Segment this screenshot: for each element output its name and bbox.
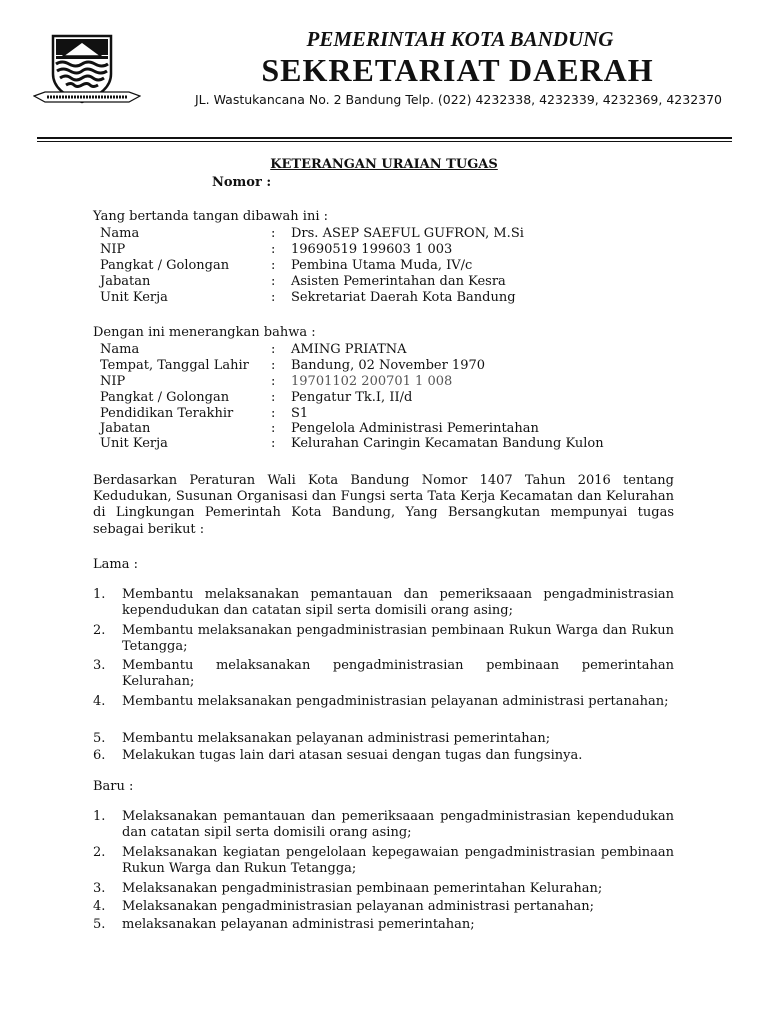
signer-nip-label: NIP xyxy=(100,242,126,257)
subject-intro: Dengan ini menerangkan bahwa : xyxy=(93,325,316,340)
colon: : xyxy=(271,406,276,421)
colon: : xyxy=(271,358,276,373)
signer-position-label: Jabatan xyxy=(100,274,151,289)
list-number: 5. xyxy=(93,917,106,932)
new-task-item: Melaksanakan pengadministrasian pembinaan pemerintahan Kelurahan; xyxy=(122,881,603,896)
new-tasks-heading: Baru : xyxy=(93,779,134,794)
signer-name-label: Nama xyxy=(100,226,140,241)
signer-unit-label: Unit Kerja xyxy=(100,290,168,305)
old-task-item: Membantu melaksanakan pelayanan administrasi pemerintahan; xyxy=(122,731,551,746)
subject-birth-label: Tempat, Tanggal Lahir xyxy=(100,358,249,373)
colon: : xyxy=(271,290,276,305)
new-task-item: Melaksanakan pengadministrasian pelayanan administrasi pertanahan; xyxy=(122,899,594,914)
old-task-item: Membantu melaksanakan pengadministrasian pelayanan administrasi pertanahan; xyxy=(122,694,669,709)
subject-nip-label: NIP xyxy=(100,374,126,389)
subject-position: Pengelola Administrasi Pemerintahan xyxy=(291,421,539,436)
colon: : xyxy=(271,390,276,405)
subject-unit: Kelurahan Caringin Kecamatan Bandung Kulon xyxy=(291,436,604,451)
list-number: 5. xyxy=(93,731,106,746)
old-task-item: Membantu melaksanakan pengadministrasian pembinaan Rukun Warga dan Rukun Tetangga; xyxy=(122,623,674,655)
list-number: 4. xyxy=(93,899,106,914)
subject-education: S1 xyxy=(291,406,309,421)
list-number: 6. xyxy=(93,748,106,763)
subject-birth: Bandung, 02 November 1970 xyxy=(291,358,486,373)
list-number: 1. xyxy=(93,809,106,824)
signer-unit: Sekretariat Daerah Kota Bandung xyxy=(291,290,516,305)
colon: : xyxy=(271,226,276,241)
list-number: 1. xyxy=(93,587,106,602)
subject-name: AMING PRIATNA xyxy=(291,342,407,357)
new-task-item: Melaksanakan kegiatan pengelolaan kepegawaian pengadministrasian pembinaan Rukun Warga dan Rukun Tetangga; xyxy=(122,845,674,877)
legal-basis-paragraph: Berdasarkan Peraturan Wali Kota Bandung Nomor 1407 Tahun 2016 tentang Kedudukan, Susunan Organisasi dan Fungsi serta Tata Kerja Kecamatan dan Kelurahan di Lingkungan Pemerintah Kota Bandung, Yang Bersangkutan mempunyai tugas sebagai berikut : xyxy=(93,473,674,537)
new-task-item: Melaksanakan pemantauan dan pemeriksaaan pengadministrasian kependudukan dan catatan sipil serta domisili orang asing; xyxy=(122,809,674,841)
subject-education-label: Pendidikan Terakhir xyxy=(100,406,234,421)
subject-name-label: Nama xyxy=(100,342,140,357)
subject-nip: 19701102 200701 1 008 xyxy=(291,374,453,389)
signer-rank: Pembina Utama Muda, IV/c xyxy=(291,258,473,273)
office-address: JL. Wastukancana No. 2 Bandung Telp. (022) 4232338, 4232339, 4232369, 4232370 xyxy=(195,92,723,107)
signer-rank-label: Pangkat / Golongan xyxy=(100,258,230,273)
document-title: KETERANGAN URAIAN TUGAS xyxy=(270,157,498,172)
colon: : xyxy=(271,342,276,357)
colon: : xyxy=(271,274,276,289)
signer-intro: Yang bertanda tangan dibawah ini : xyxy=(93,209,328,224)
old-task-item: Melakukan tugas lain dari atasan sesuai dengan tugas dan fungsinya. xyxy=(122,748,583,763)
signer-name: Drs. ASEP SAEFUL GUFRON, M.Si xyxy=(291,226,524,241)
list-number: 3. xyxy=(93,881,106,896)
subject-rank-label: Pangkat / Golongan xyxy=(100,390,230,405)
list-number: 2. xyxy=(93,845,106,860)
signer-position: Asisten Pemerintahan dan Kesra xyxy=(291,274,506,289)
subject-position-label: Jabatan xyxy=(100,421,151,436)
new-task-item: melaksanakan pelayanan administrasi pemerintahan; xyxy=(122,917,475,932)
list-number: 3. xyxy=(93,658,106,673)
list-number: 2. xyxy=(93,623,106,638)
signer-nip: 19690519 199603 1 003 xyxy=(291,242,453,257)
old-task-item: Membantu melaksanakan pengadministrasian pembinaan pemerintahan Kelurahan; xyxy=(122,658,674,690)
old-tasks-heading: Lama : xyxy=(93,557,138,572)
document-number-label: Nomor : xyxy=(212,175,272,190)
list-number: 4. xyxy=(93,694,106,709)
colon: : xyxy=(271,258,276,273)
colon: : xyxy=(271,436,276,451)
colon: : xyxy=(271,374,276,389)
government-name: PEMERINTAH KOTA BANDUNG xyxy=(306,27,614,51)
office-name: SEKRETARIAT DAERAH xyxy=(261,52,654,88)
subject-rank: Pengatur Tk.I, II/d xyxy=(291,390,413,405)
colon: : xyxy=(271,242,276,257)
colon: : xyxy=(271,421,276,436)
subject-unit-label: Unit Kerja xyxy=(100,436,168,451)
old-task-item: Membantu melaksanakan pemantauan dan pemeriksaaan pengadministrasian kependudukan dan catatan sipil serta domisili orang asing; xyxy=(122,587,674,619)
